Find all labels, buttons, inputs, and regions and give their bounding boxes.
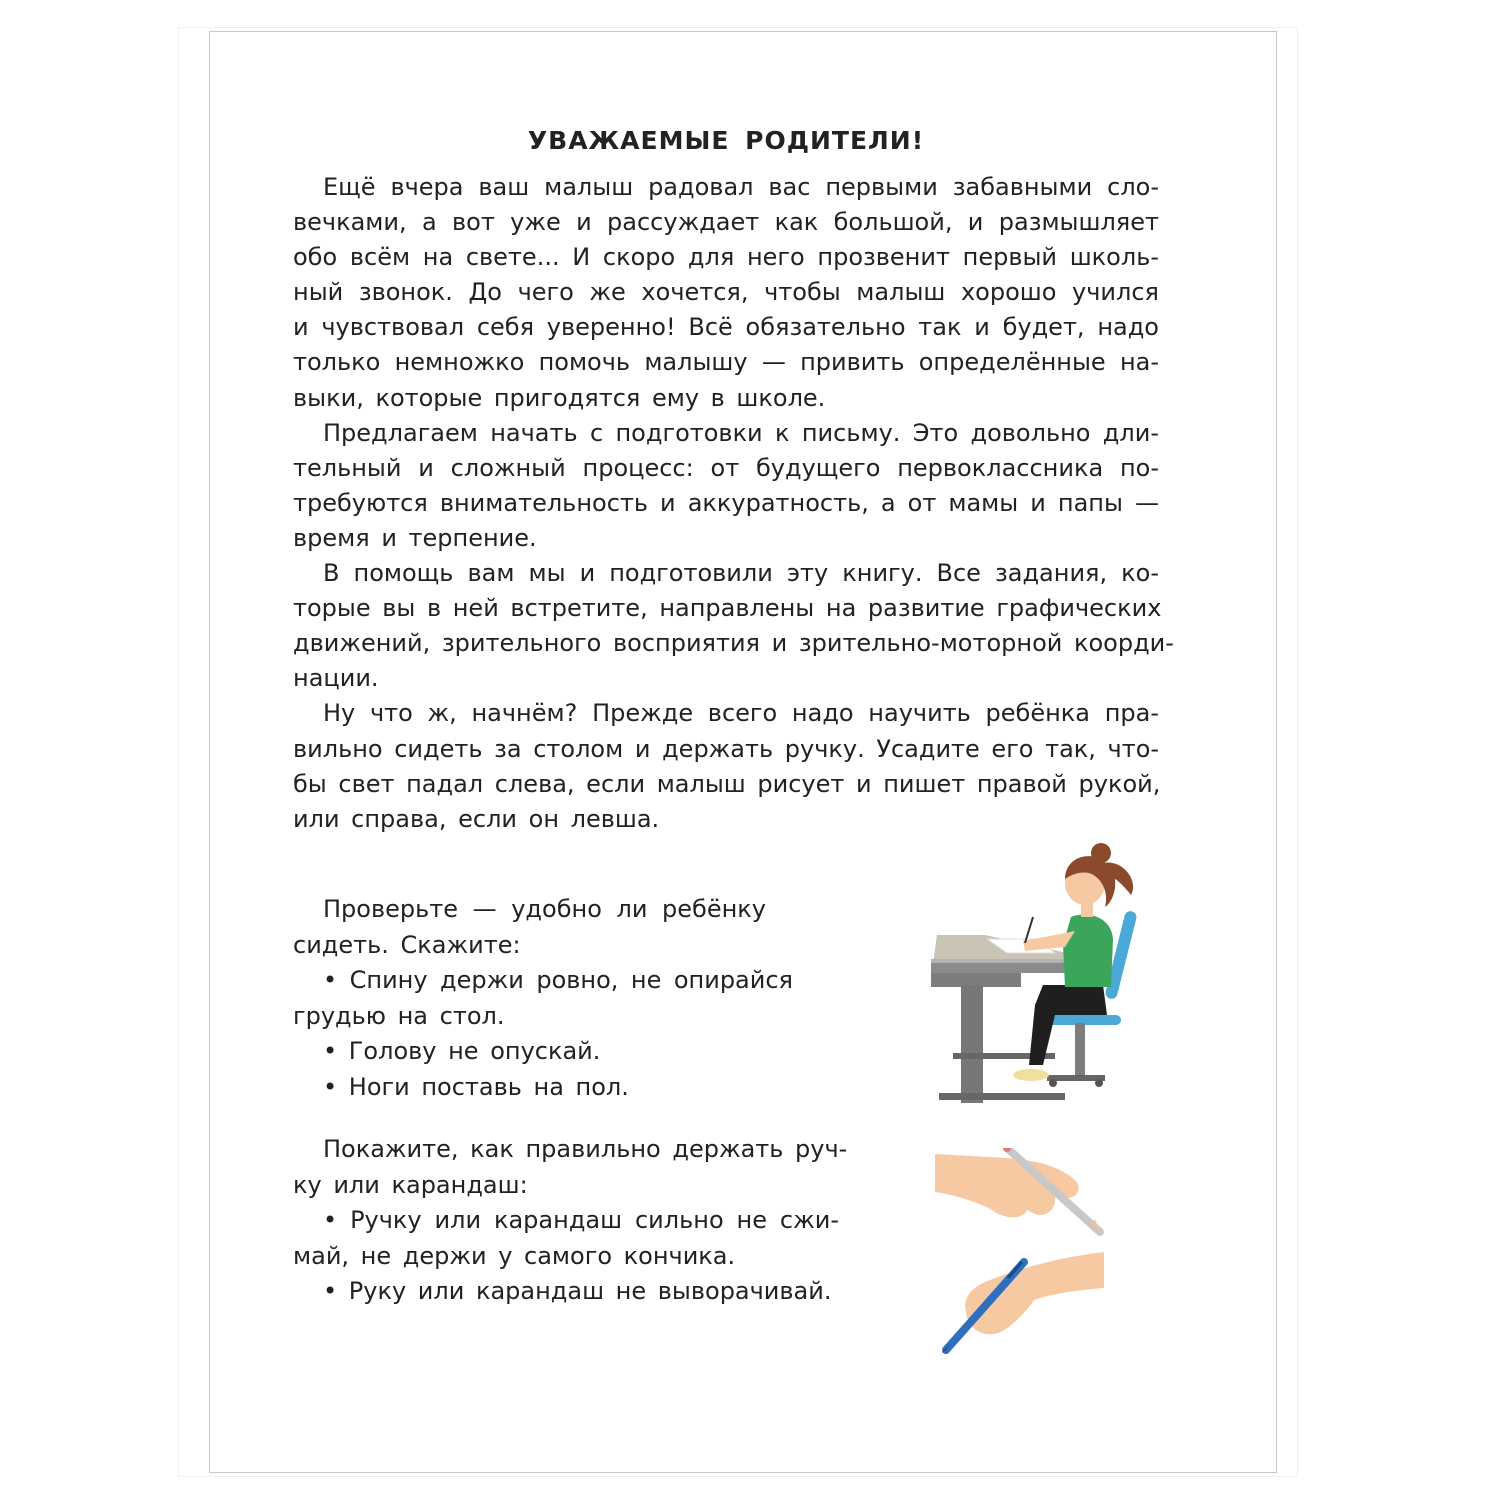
text-line: Ещё вчера ваш малыш радовал вас первыми забавными сло- (323, 173, 1159, 201)
main-text (293, 118, 1174, 837)
text-line: Ну что ж, начнём? Прежде всего надо научить ребёнка пра- (323, 699, 1159, 728)
text-line: торые вы в ней встретите, направлены на развитие графических (293, 594, 1162, 623)
bullet-item: • Ручку или карандаш сильно не сжи- (323, 1206, 839, 1234)
text-line: май, не держи у самого кончика. (293, 1241, 736, 1270)
page-title: УВАЖАЕМЫЕ РОДИТЕЛИ! (527, 126, 925, 155)
text-line: вечками, а вот уже и рассуждает как большой, и размышляет (293, 208, 1159, 237)
hand-with-pen-illustration (938, 1250, 1108, 1355)
girl-at-desk-illustration (925, 835, 1150, 1110)
desk-leg (961, 985, 983, 1103)
text-line: сидеть. Скажите: (293, 930, 521, 959)
paragraph-book-purpose (293, 556, 1174, 696)
paragraph-writing-prep (293, 416, 1159, 556)
text-line: обо всём на свете... И скоро для него прозвенит первый школь- (293, 243, 1159, 272)
text-line: или справа, если он левша. (293, 804, 660, 833)
text-line: тельный и сложный процесс: от будущего первоклассника по- (293, 453, 1159, 482)
text-line: бы свет падал слева, если малыш рисует и пишет правой рукой, (293, 769, 1161, 798)
bullet-item: • Ноги поставь на пол. (323, 1072, 629, 1101)
posture-instructions (293, 892, 793, 1105)
girl-shirt (1063, 915, 1113, 987)
text-line: Проверьте — удобно ли ребёнку (323, 895, 766, 923)
intro-paragraph (293, 170, 1159, 416)
bullet-item: • Руку или карандаш не выворачивай. (323, 1277, 832, 1305)
text-line: Покажите, как правильно держать руч- (323, 1135, 848, 1163)
text-line: В помощь вам мы и подготовили эту книгу. Все задания, ко- (323, 559, 1159, 588)
text-line: время и терпение. (293, 523, 537, 552)
text-line: и чувствовал себя уверенно! Всё обязательно так и будет, надо (293, 313, 1159, 342)
bullet-item: • Спину держи ровно, не опирайся (323, 966, 793, 994)
text-line: движений, зрительного восприятия и зрительно-моторной коорди- (293, 629, 1174, 658)
text-line: ку или карандаш: (293, 1170, 528, 1199)
text-line: требуются внимательность и аккуратность, а от мамы и папы — (293, 488, 1159, 517)
text-line: ный звонок. До чего же хочется, чтобы малыш хорошо учился (293, 278, 1159, 307)
text-line: только немножко помочь малышу — привить определённые на- (293, 348, 1159, 377)
text-line: вильно сидеть за столом и держать ручку. Усадите его так, что- (293, 734, 1160, 763)
desk-foot (939, 1093, 1065, 1100)
text-line: нации. (293, 664, 379, 693)
paragraph-seating (293, 696, 1159, 836)
text-line: Предлагаем начать с подготовки к письму. Это довольно дли- (323, 418, 1159, 447)
hand-with-pencil-illustration (935, 1148, 1105, 1238)
hand-shape (965, 1252, 1104, 1334)
bullet-item: • Голову не опускай. (323, 1037, 601, 1065)
hand-shape (935, 1154, 1079, 1217)
text-line: выки, которые пригодятся ему в школе. (293, 383, 826, 412)
grip-instructions (293, 1132, 848, 1310)
text-line: грудью на стол. (293, 1001, 505, 1030)
